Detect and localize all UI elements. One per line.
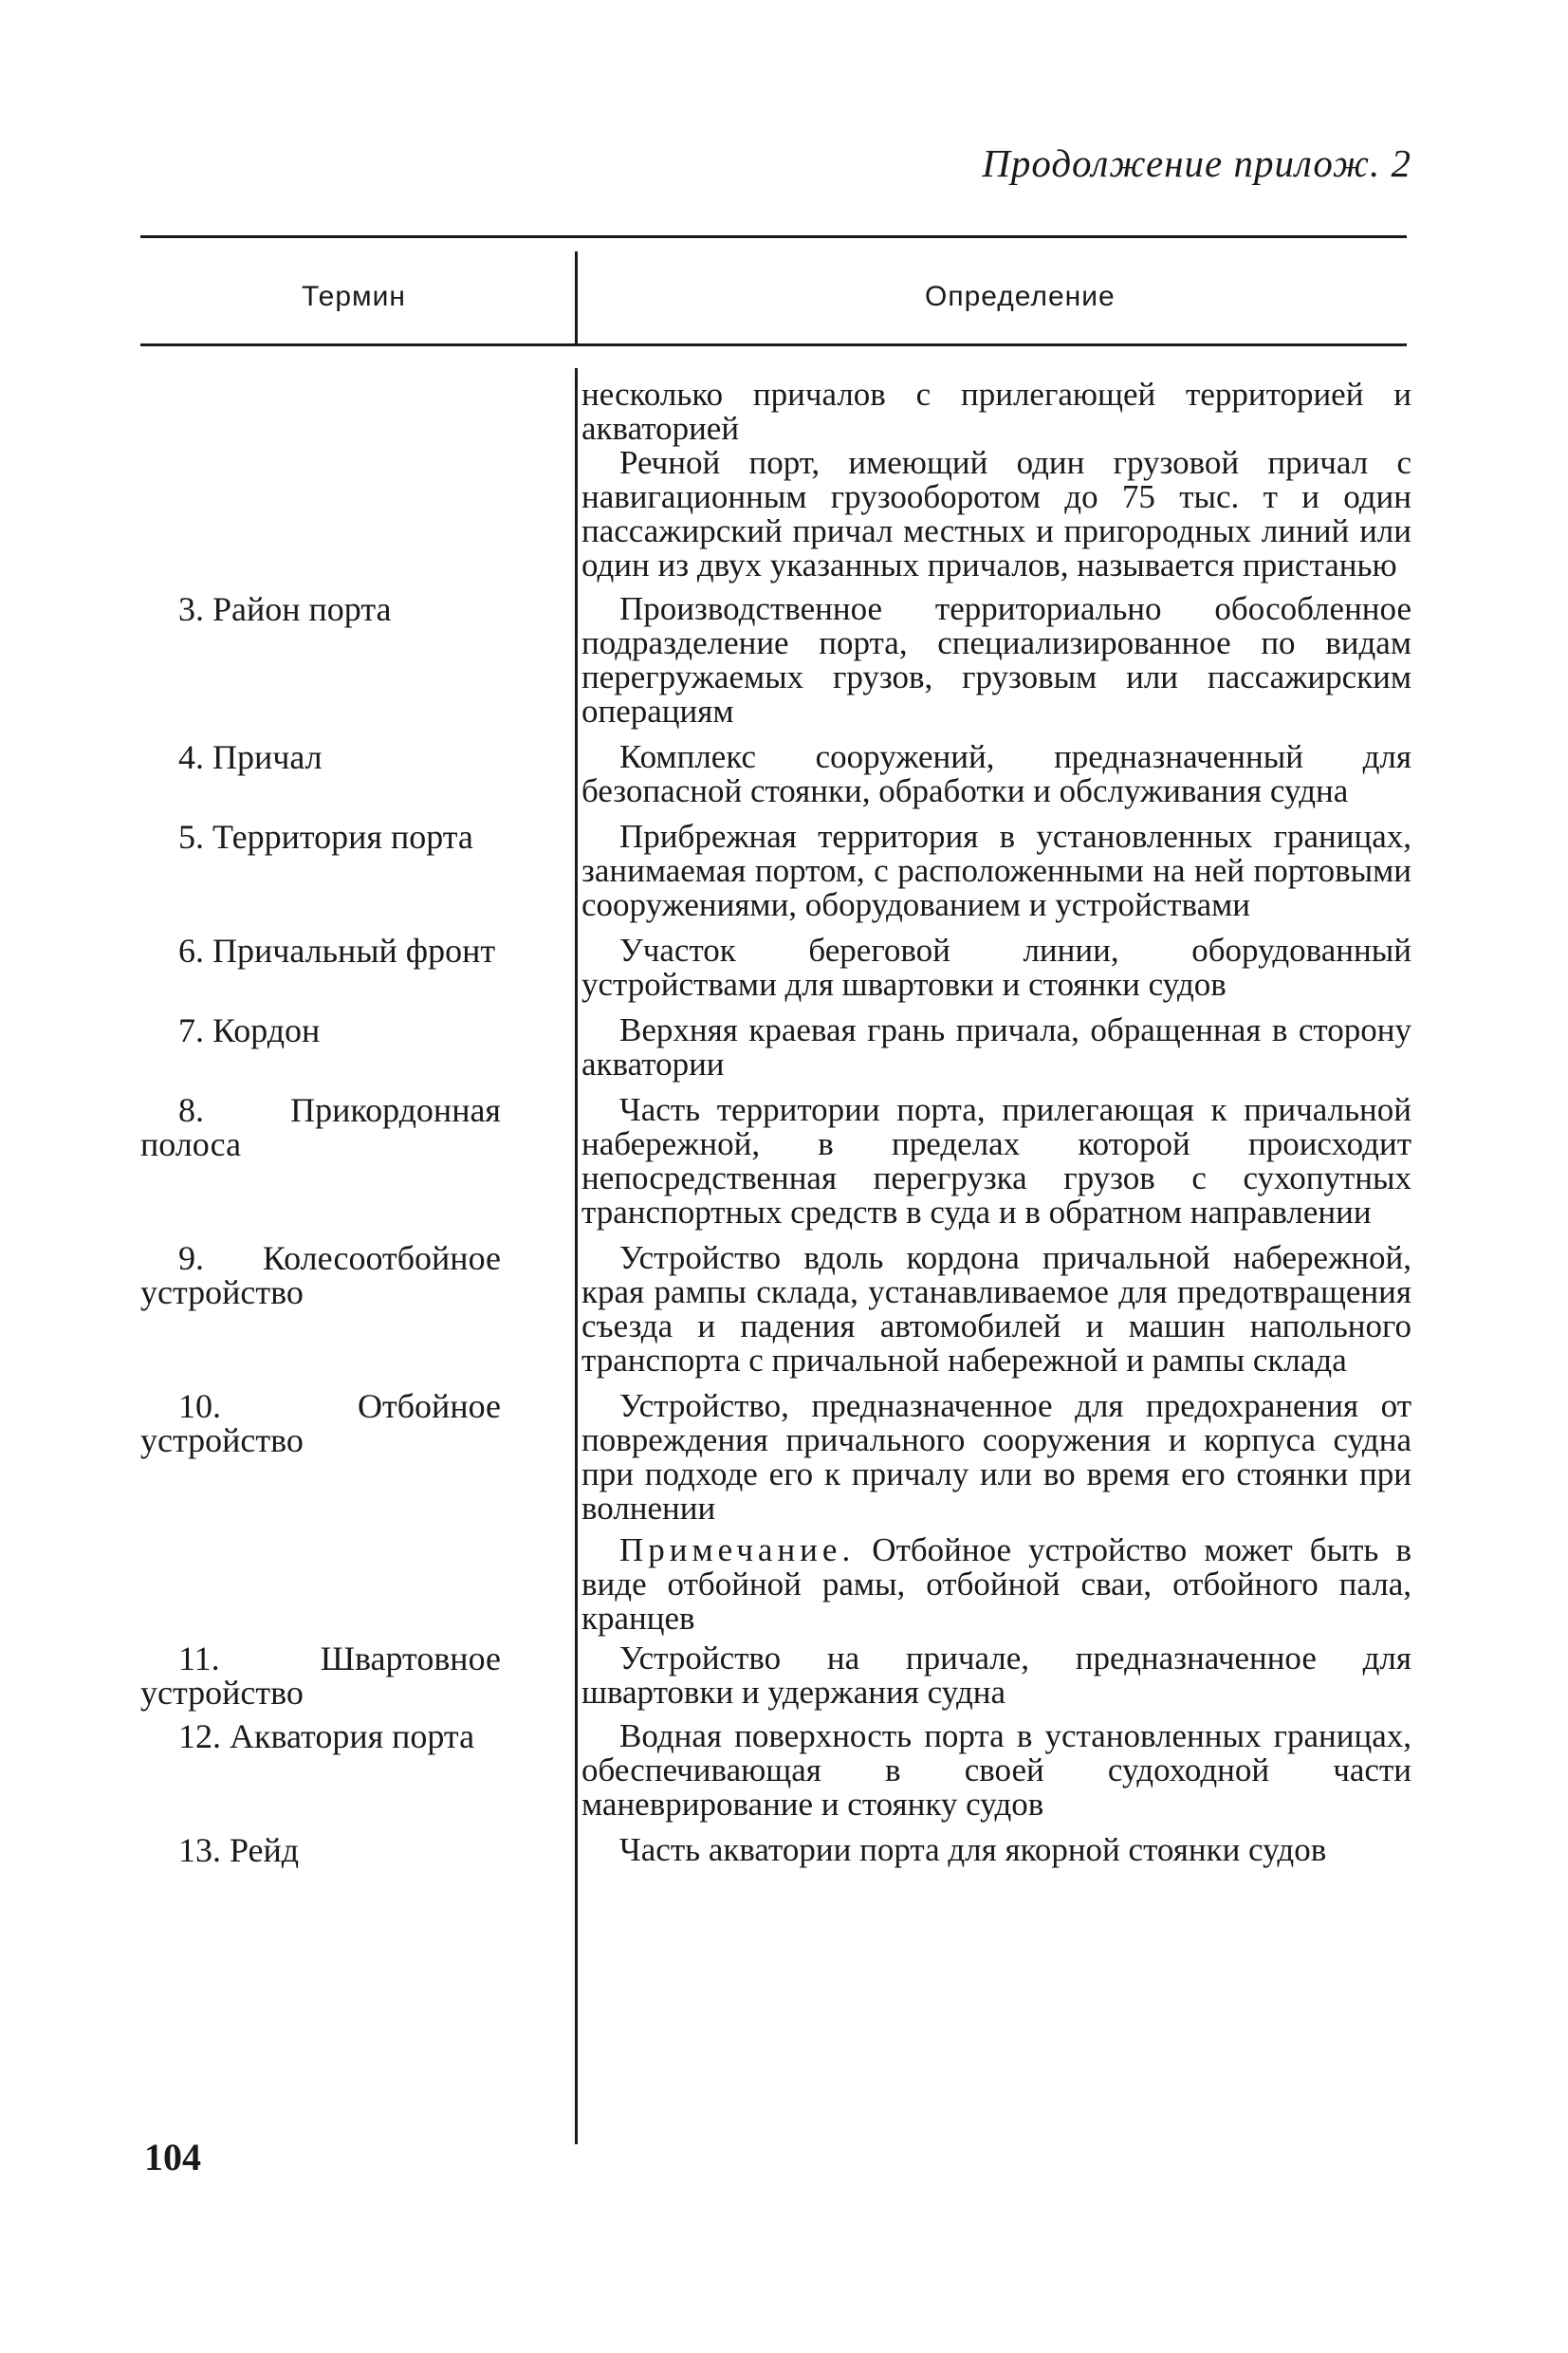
table-row [140,1719,1411,1822]
definition-text: Прибрежная территория в установленных границах, занимаемая портом, с расположенными на ней портовыми сооружениями, оборудованием и устройствами [581,818,1411,923]
table-row [140,820,1411,922]
table-row [140,1641,1411,1710]
term-text: 8. Прикордонная полоса [140,1091,501,1163]
term-cell [140,934,544,1002]
term-cell [140,1719,544,1822]
note-text: Отбойное устройство может быть в виде отбойной рамы, отбойной сваи, отбойного пала, кранцев [581,1531,1411,1637]
definition-cell [544,1241,1411,1378]
term-text: 10. Отбойное устройство [140,1387,501,1459]
term-text: 12. Акватория порта [178,1717,475,1755]
term-cell [140,592,544,729]
column-header-definition: Определение [925,281,1116,312]
definition-text: Участок береговой линии, оборудованный устройствами для швартовки и стоянки судов [581,932,1411,1003]
table-row [140,740,1411,808]
definition-text: Устройство, предназначенное для предохранения от повреждения причального сооружения и корпуса судна при подходе его к причалу или во время его стоянки при волнении [581,1387,1411,1527]
glossary-table-body [140,378,1411,1875]
definition-text: Водная поверхность порта в установленных границах, обеспечивающая в своей судоходной части маневрирование и стоянку судов [581,1717,1411,1823]
definition-text: Часть акватории порта для якорной стоянки судов [619,1831,1327,1868]
table-header-rule [140,343,1407,346]
term-cell [140,1013,544,1082]
definition-cell [544,1093,1411,1230]
definition-cell [544,820,1411,922]
table-row [140,1093,1411,1230]
term-cell [140,1093,544,1230]
table-row [140,592,1411,729]
term-text: 5. Территория порта [178,818,473,856]
table-top-rule [140,235,1407,238]
definition-text: несколько причалов с прилегающей территорией и акваторией [581,376,1411,447]
definition-note [581,1533,1411,1636]
definition-text: Производственное территориально обособленное подразделение порта, специализированное по видам перегружаемых грузов, грузовым или пассажирским операциям [581,590,1411,730]
table-row [140,1389,1411,1636]
term-cell [140,1833,544,1867]
term-cell [140,1241,544,1378]
definition-cell [544,1013,1411,1082]
term-text: 9. Колесоотбойное устройство [140,1239,501,1311]
definition-cell [544,1833,1411,1867]
table-row [140,378,1411,583]
term-text: 3. Район порта [178,590,392,628]
definition-cell [544,1641,1411,1710]
definition-text: Часть территории порта, прилегающая к причальной набережной, в пределах которой происходит непосредственная перегрузка грузов с сухопутных транспортных средств в суда и в обратном направлении [581,1091,1411,1231]
term-cell [140,378,544,583]
term-text: 6. Причальный фронт [178,932,496,970]
definition-cell [544,1719,1411,1822]
term-cell [140,740,544,808]
table-row [140,1833,1411,1867]
definition-cell [544,378,1411,583]
table-row [140,1241,1411,1378]
definition-text: Речной порт, имеющий один грузовой причал с навигационным грузооборотом до 75 тыс. т и один пассажирский причал местных и пригородных линий или один из двух указанных причалов, называется пристанью [581,444,1411,584]
term-cell [140,820,544,922]
header-column-divider [575,251,578,343]
term-text: 7. Кордон [178,1011,321,1049]
table-row [140,1013,1411,1082]
definition-cell [544,740,1411,808]
term-text: 11. Швартовное устройство [140,1640,501,1712]
table-row [140,934,1411,1002]
definition-text: Устройство вдоль кордона причальной набережной, края рампы склада, устанавливаемое для предотвращения съезда и падения автомобилей и машин напольного транспорта с причальной набережной и рампы склада [581,1239,1411,1379]
definition-text: Верхняя краевая грань причала, обращенная в сторону акватории [581,1011,1411,1083]
definition-cell [544,934,1411,1002]
page-number: 104 [144,2136,201,2178]
definition-cell [544,592,1411,729]
definition-text: Комплекс сооружений, предназначенный для безопасной стоянки, обработки и обслуживания судна [581,738,1411,809]
definition-cell [544,1389,1411,1636]
definition-text: Устройство на причале, предназначенное для швартовки и удержания судна [581,1640,1411,1711]
column-header-term: Термин [302,281,406,312]
term-text: 13. Рейд [178,1831,300,1869]
term-cell [140,1389,544,1636]
continuation-header: Продолжение прилож. 2 [982,141,1411,185]
term-text: 4. Причал [178,738,323,776]
note-label: Примечание. [619,1531,856,1568]
term-cell [140,1641,544,1710]
